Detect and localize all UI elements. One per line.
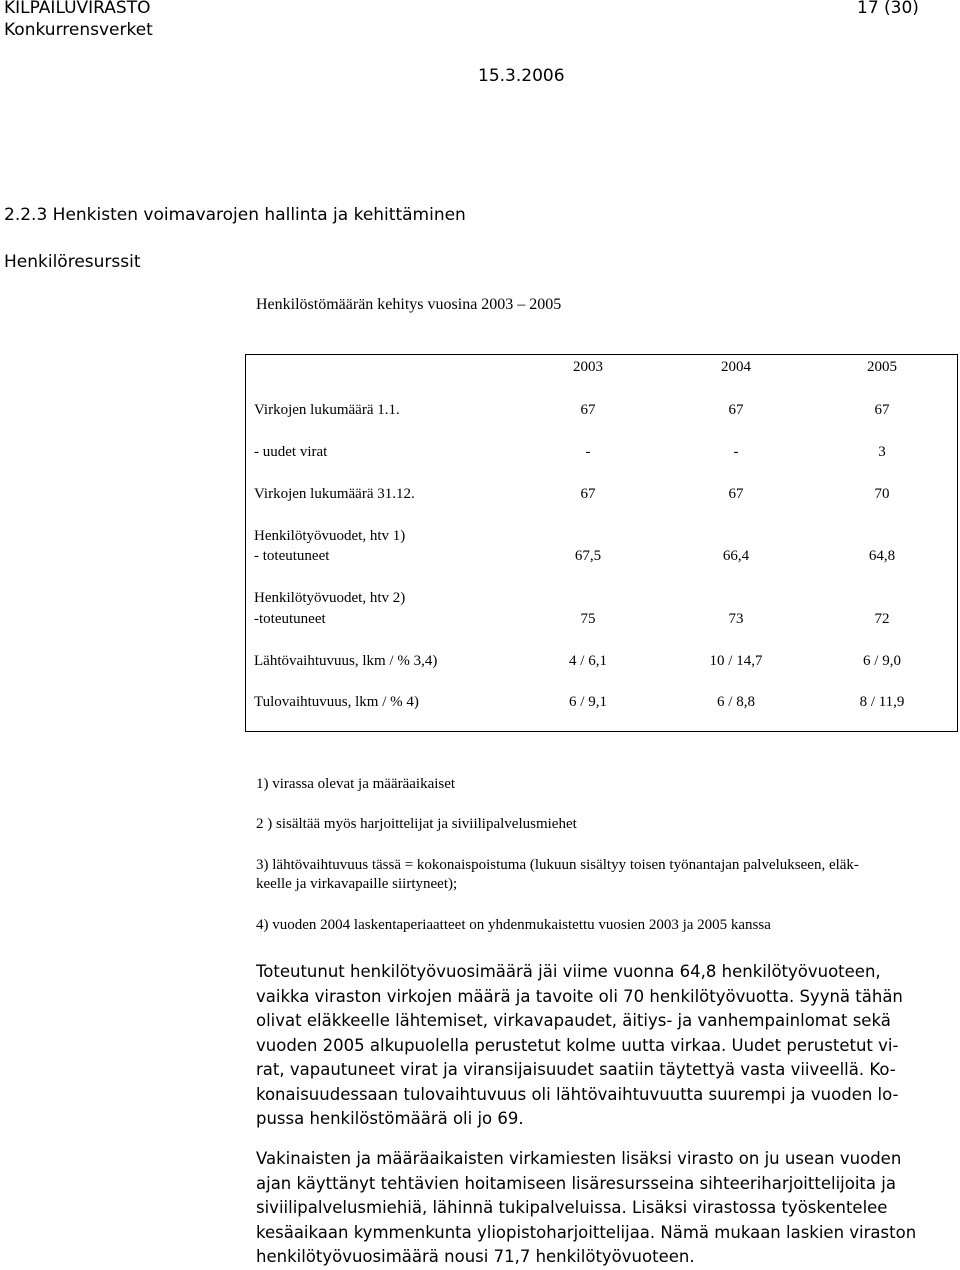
row-label: - uudet virat	[254, 444, 328, 460]
body-paragraph	[256, 1147, 956, 1270]
text-line: pussa henkilöstömäärä oli jo 69.	[256, 1109, 524, 1128]
text-line: kesäaikaan kymmenkunta yliopistoharjoittelijaa. Nämä mukaan laskien viraston	[256, 1222, 917, 1242]
row-label: Tulovaihtuvuus, lkm / % 4)	[254, 694, 419, 710]
table-cell: -	[585, 444, 591, 460]
table-cell: -	[733, 444, 739, 460]
subsection-heading: Henkilöresurssit	[4, 252, 141, 272]
text-line: henkilötyövuosimäärä nousi 71,7 henkilötyövuoteen.	[256, 1247, 695, 1266]
agency-name-finnish: KILPAILUVIRASTO	[4, 0, 151, 18]
table-title: Henkilöstömäärän kehitys vuosina 2003 – 2005	[256, 296, 562, 313]
text-line: Vakinaisten ja määräaikaisten virkamiesten lisäksi virasto on ju usean vuoden	[256, 1149, 902, 1168]
table-cell: 4 / 6,1	[569, 653, 607, 669]
text-line: vaikka viraston virkojen määrä ja tavoite oli 70 henkilötyövuotta. Syynä tähän	[256, 986, 903, 1006]
row-label: Virkojen lukumäärä 31.12.	[254, 486, 415, 502]
table-cell: 70	[874, 486, 890, 502]
agency-name-swedish: Konkurrensverket	[4, 20, 153, 40]
column-header: 2003	[573, 359, 603, 375]
row-label: Virkojen lukumäärä 1.1.	[254, 402, 400, 418]
table-cell: 67	[874, 402, 890, 418]
footnote: 3) lähtövaihtuvuus tässä = kokonaispoistuma (lukuun sisältyy toisen työnantajan palvelukseen, eläk-	[256, 857, 859, 873]
table-cell: 67,5	[574, 548, 602, 564]
page-number: 17 (30)	[857, 0, 919, 18]
footnote: 1) virassa olevat ja määräaikaiset	[256, 776, 456, 792]
table-cell: 6 / 8,8	[717, 694, 755, 710]
table-cell: 67	[728, 486, 744, 502]
text-line: siviilipalvelusmiehiä, lähinnä tukipalveluissa. Lisäksi virastossa työskentelee	[256, 1198, 888, 1217]
footnote: 2 ) sisältää myös harjoittelijat ja siviilipalvelusmiehet	[256, 816, 577, 832]
table-cell: 6 / 9,0	[863, 653, 901, 669]
text-line: rat, vapautuneet virat ja viransijaisuudet saatiin täytettyä vasta viiveellä. Ko-	[256, 1060, 896, 1079]
table-cell: 6 / 9,1	[569, 694, 607, 710]
text-line: olivat eläkkeelle lähtemiset, virkavapaudet, äitiys- ja vanhempainlomat sekä	[256, 1011, 891, 1030]
table-cell: 67	[580, 486, 596, 502]
text-line: Toteutunut henkilötyövuosimäärä jäi viime vuonna 64,8 henkilötyövuoteen,	[256, 962, 881, 981]
table-cell: 75	[580, 611, 596, 627]
row-label-secondary: - toteutuneet	[254, 548, 330, 564]
row-label-secondary: -toteutuneet	[254, 611, 326, 627]
table-cell: 64,8	[868, 548, 896, 564]
table-cell: 67	[580, 402, 596, 418]
table-cell: 73	[728, 611, 744, 627]
text-line: vuoden 2005 alkupuolella perustetut kolme uutta virkaa. Uudet perustetut vi-	[256, 1035, 899, 1055]
text-line: ajan käyttänyt tehtävien hoitamiseen lisäresursseina sihteeriharjoittelijoita ja	[256, 1173, 896, 1193]
section-heading: 2.2.3 Henkisten voimavarojen hallinta ja kehittäminen	[4, 205, 466, 225]
table-cell: 8 / 11,9	[859, 694, 905, 710]
table-cell: 66,4	[722, 548, 750, 564]
column-header: 2004	[721, 359, 751, 375]
row-label: Lähtövaihtuvuus, lkm / % 3,4)	[254, 653, 438, 669]
staff-table	[245, 354, 958, 732]
body-paragraph	[256, 960, 956, 1132]
row-label: Henkilötyövuodet, htv 2)	[254, 590, 406, 606]
table-cell: 67	[728, 402, 744, 418]
table-cell: 10 / 14,7	[709, 653, 763, 669]
column-header: 2005	[867, 359, 897, 375]
row-label: Henkilötyövuodet, htv 1)	[254, 528, 406, 544]
table-cell: 72	[874, 611, 890, 627]
footnote: 4) vuoden 2004 laskentaperiaatteet on yhdenmukaistettu vuosien 2003 ja 2005 kanssa	[256, 917, 771, 933]
document-date: 15.3.2006	[478, 66, 565, 86]
table-cell: 3	[878, 444, 886, 460]
text-line: konaisuudessaan tulovaihtuvuus oli lähtövaihtuvuutta suurempi ja vuoden lo-	[256, 1084, 899, 1104]
footnote: keelle ja virkavapaille siirtyneet);	[256, 876, 458, 892]
